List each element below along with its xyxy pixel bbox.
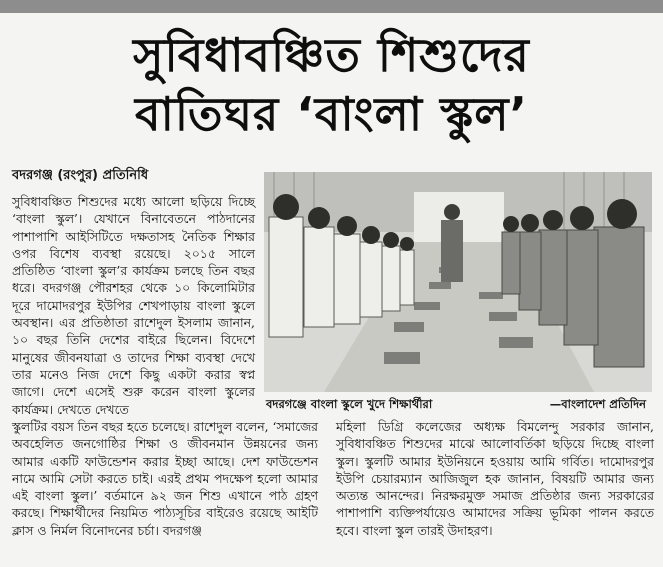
headline-line-2: বাতিঘর ‘বাংলা স্কুল’ <box>134 87 529 141</box>
news-photo <box>264 172 652 392</box>
article-column-left <box>12 193 255 418</box>
top-bar <box>0 0 663 13</box>
article-paragraph-3: মহিলা ডিগ্রি কলেজের অধ্যক্ষ বিমলেন্দু সরকার জানান, সুবিধাবঞ্চিত শিশুদের মাঝে আলোবর্তিকা ছড়িয়ে দিচ্ছে বাংলা স্কুল। স্কুলটি আমার ইউনিয়নে হওয়ায় আমি গর্বিত। দামোদরপুর ইউপি চেয়ারম্যান আজিজুল হক জানান, বিষয়টি আমার জন্য অত্যন্ত আনন্দের। নিরক্ষরমুক্ত সমাজ প্রতিষ্ঠার জন্য সরকারের পাশাপাশি ব্যক্তিপর্যায়েও আমাদের সক্রিয় ভূমিকা পালন করতে হবে। বাংলা স্কুল তারই উদাহরণ। <box>336 419 654 538</box>
article-column-bottom-left <box>12 418 318 539</box>
photo-caption: বদরগঞ্জে বাংলা স্কুলে খুদে শিক্ষার্থীরা <box>266 397 433 411</box>
photo-credit: —বাংলাদেশ প্রতিদিন <box>549 397 646 411</box>
headline <box>0 26 663 144</box>
article-paragraph-1: সুবিধাবঞ্চিত শিশুদের মধ্যে আলো ছড়িয়ে দিচ্ছে ‘বাংলা স্কুল’। যেখানে বিনাবেতনে পাঠদানের পাশাপাশি আইসিটিতে দক্ষতাসহ নৈতিক শিক্ষার ওপর বিশেষ ব্যবস্থা রয়েছে। ২০১৫ সালে প্রতিষ্ঠিত ‘বাংলা স্কুল’র কার্যক্রম চলছে তিন বছর ধরে। বদরগঞ্জ পৌরশহর থেকে ১০ কিলোমিটার দূরে দামোদরপুর ইউপির শেখপাড়ায় বাংলা স্কুলে অবস্থান। এর প্রতিষ্ঠাতা রাশেদুল ইসলাম জানান, ১০ বছর তিনি দেশের বাইরে ছিলেন। বিদেশে মানুষের জীবনযাত্রা ও তাদের শিক্ষা ব্যবস্থা দেখে তার মনেও নিজ দেশে কিছু একটা করার স্বপ্ন জাগে। দেশে এসেই শুরু করেন বাংলা স্কুলের কার্যক্রম। দেখতে দেখতে <box>12 194 255 417</box>
headline-line-1: সুবিধাবঞ্চিত শিশুদের <box>133 28 530 82</box>
article-column-bottom-right <box>336 418 654 539</box>
article-paragraph-2: স্কুলটির বয়স তিন বছর হতে চলেছে। রাশেদুল বলেন, ‘সমাজের অবহেলিত জনগোষ্ঠির শিক্ষা ও জীবনমান উন্নয়নের জন্য আমার একটি ফাউন্ডেশন করার ইচ্ছা আছে। দেশ ফাউন্ডেশন নামে আমি সেটা করতে চাই। এরই প্রথম পদক্ষেপ হলো আমার এই বাংলা স্কুল।’ বর্তমানে ৯২ জন শিশু এখানে পাঠ গ্রহণ করছে। শিক্ষার্থীদের নিয়মিত পাঠ্যসূচির বাইরেও রয়েছে আইটি ক্লাস ও নির্মল বিনোদনের চর্চা। বদরগঞ্জ <box>12 419 318 538</box>
byline: বদরগঞ্জ (রংপুর) প্রতিনিধি <box>12 168 149 183</box>
classroom-photo-illustration <box>264 172 652 392</box>
photo-caption-row <box>264 396 652 414</box>
